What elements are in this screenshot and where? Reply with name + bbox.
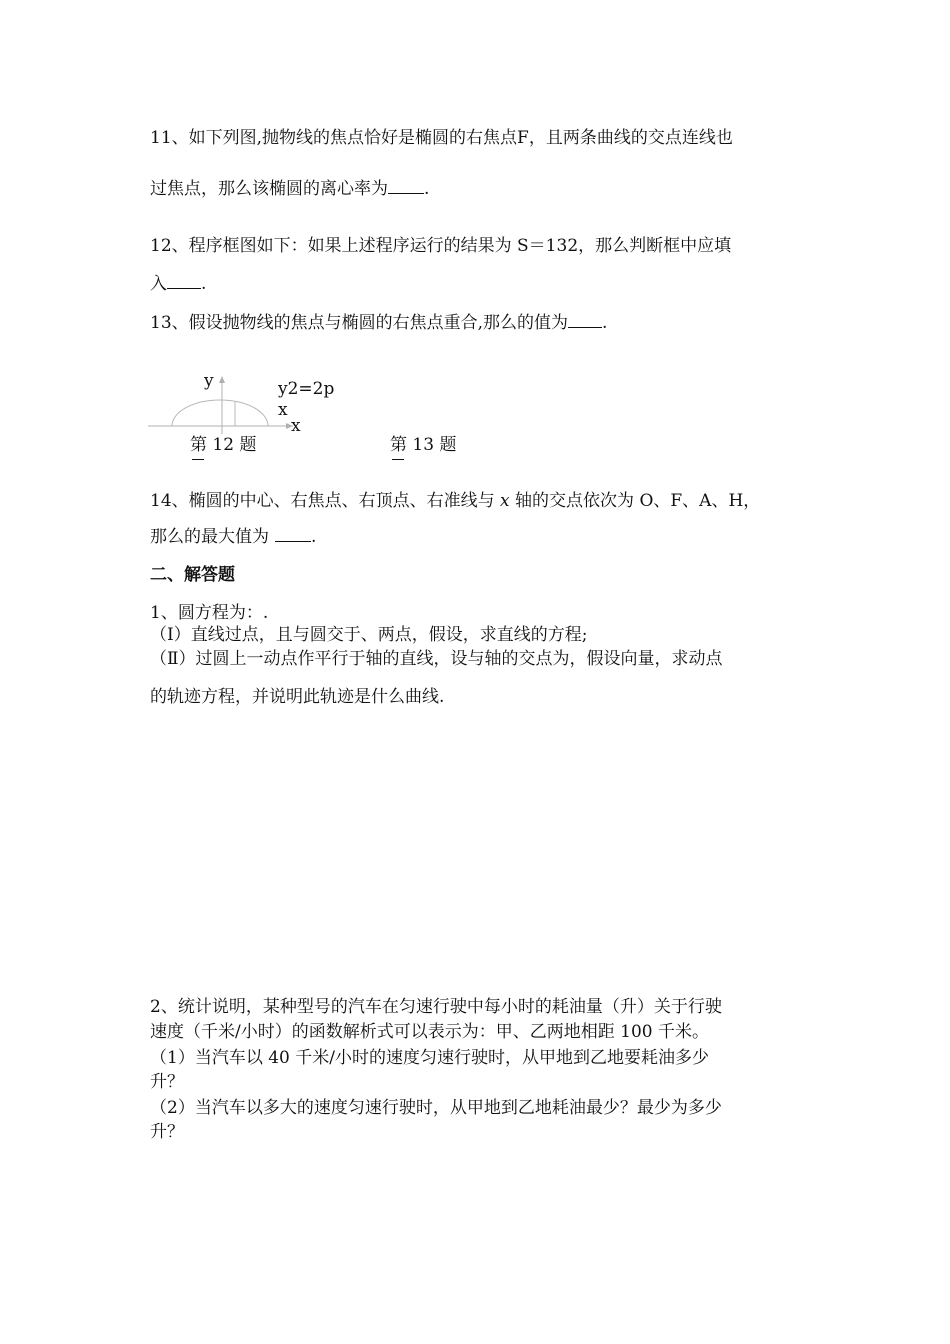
q12-line-2	[150, 273, 206, 295]
q14-line-1	[150, 490, 760, 512]
y-axis-arrow	[219, 376, 225, 383]
q12-line-2-end: .	[201, 274, 207, 294]
a1-line-2: （Ⅰ）直线过点，且与圆交于、两点，假设，求直线的方程;	[150, 625, 588, 645]
caption-13: 第 13 题	[390, 435, 457, 455]
q14-line-1-a: 14、椭圆的中心、右焦点、右顶点、右准线与	[150, 491, 501, 511]
q12-line-1: 12、程序框图如下：如果上述程序运行的结果为 S＝132，那么判断框中应填	[150, 236, 732, 256]
caption-12-underline	[192, 459, 204, 460]
a2-line-2: 速度（千米/小时）的函数解析式可以表示为：甲、乙两地相距 100 千米。	[150, 1022, 709, 1042]
q12-line-2-text: 入	[150, 274, 167, 294]
q14-line-2-text: 那么的最大值为	[150, 527, 269, 547]
q14-line-1-b: 轴的交点依次为 O、F、A、H，	[509, 491, 761, 511]
q11-line-1: 11、如下列图,抛物线的焦点恰好是椭圆的右焦点F，且两条曲线的交点连线也	[150, 128, 733, 148]
a2-line-6: 升？	[150, 1122, 184, 1142]
a2-line-5: （2）当汽车以多大的速度匀速行驶时，从甲地到乙地耗油最少？最少为多少	[150, 1098, 722, 1118]
section-title: 二、解答题	[150, 565, 235, 585]
q13-answer-blank	[568, 313, 602, 328]
q12-answer-blank	[167, 274, 201, 289]
y-axis-label: y	[204, 371, 214, 391]
q11-answer-blank	[388, 179, 424, 194]
q14-line-2-end: .	[311, 527, 317, 547]
a1-line-4: 的轨迹方程，并说明此轨迹是什么曲线.	[150, 687, 445, 707]
curve-label-2: x	[278, 400, 288, 420]
x-axis-label: x	[291, 416, 301, 436]
a2-line-3: （1）当汽车以 40 千米/小时的速度匀速行驶时，从甲地到乙地要耗油多少	[150, 1048, 709, 1068]
a1-line-3: （Ⅱ）过圆上一动点作平行于轴的直线，设与轴的交点为，假设向量，求动点	[150, 649, 723, 669]
curve-label-1: y2=2p	[278, 379, 335, 399]
caption-13-underline	[392, 459, 404, 460]
ellipse-curve	[172, 400, 268, 426]
a2-line-1: 2、统计说明，某种型号的汽车在匀速行驶中每小时的耗油量（升）关于行驶	[150, 997, 722, 1017]
q14-line-1-var: x	[500, 491, 510, 511]
q13-line-1-text: 13、假设抛物线的焦点与椭圆的右焦点重合,那么的值为	[150, 313, 569, 333]
q11-line-2-end: .	[424, 179, 430, 199]
q11-line-2	[150, 178, 429, 200]
q13-line-1-end: .	[602, 313, 608, 333]
caption-12: 第 12 题	[190, 435, 257, 455]
q14-answer-blank	[275, 527, 311, 542]
a1-line-1: 1、圆方程为：.	[150, 603, 269, 623]
q14-line-2	[150, 526, 316, 548]
a2-line-4: 升？	[150, 1072, 184, 1092]
q13-line-1	[150, 312, 607, 334]
q11-line-2-text: 过焦点，那么该椭圆的离心率为	[150, 179, 388, 199]
